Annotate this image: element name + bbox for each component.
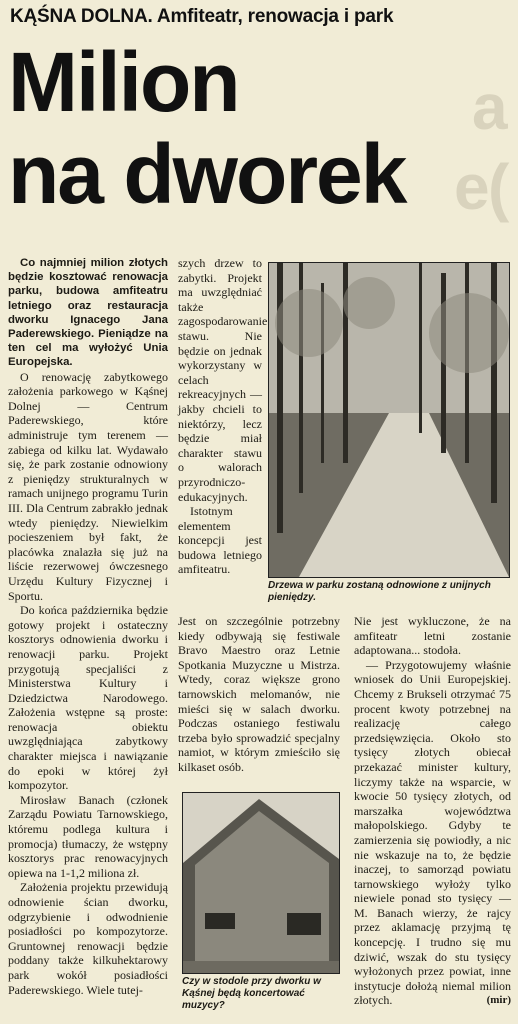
headline-line-1: Milion (8, 35, 239, 129)
body-paragraph: Założenia projektu przewidują odnowienie ścian dworku, odgrzybienie i odwodnienie posiadłości po kompozytorze. Gruntownej renowacji będzie poddany także kilkuhektarowy park wokół posiadłości Paderewskiego. Wiele tutej- (8, 880, 168, 997)
body-paragraph: Istotnym elementem koncepcji jest budowa letniego amfiteatru. (178, 504, 262, 577)
headline (8, 36, 405, 220)
body-paragraph: Do końca października będzie gotowy projekt i ostateczny kosztorys odnowienia dworku i renowacji parku. Projekt przygotują specjaliści z Ministerstwa Kultury i Dziedzictwa Narodowego. Założenia wstępne są proste: renowacja obiektu uwzględniająca zabytkowy charakter miejsca i nawiązanie do epoki w której żył kompozytor. (8, 603, 168, 793)
author-signature: (mir) (486, 994, 511, 1007)
body-paragraph: — Przygotowujemy właśnie wniosek do Unii Europejskiej. Chcemy z Brukseli otrzymać 75 procent kwoty potrzebnej na realizację całego przedsięwzięcia. Około sto tysięcy złotych obiecał przekazać minister kultury, liczymy także na wsparcie, w kwocie 50 tysięcy złotych, od marszałka województwa małopolskiego. Gdyby te zamierzenia się powiodły, a nic nie wskazuje na to, że będzie inaczej, to samorząd powiatu tarnowskiego wyłoży tylko niewiele ponad sto tysięcy — M. Banach wierzy, że rajcy przez aklamację przyjmą tę koncepcję. I trudno się mu dziwić, wszak do stu tysięcy wyłożonych przez powiat, inne instytucje dołożą niemal milion złotych. (mir) (354, 657, 511, 1008)
lead-paragraph: Co najmniej milion złotych będzie kosztować renowacja parku, budowa amfiteatru letniego oraz restauracja dworku Ignacego Jana Paderewskiego. Pieniądze na ten cel ma wyłożyć Unia Europejska. (8, 257, 168, 369)
body-paragraph: szych drzew to zabytki. Projekt ma uwzględniać także zagospodarowanie stawu. Nie będzie on jednak wykorzystany w celach rekreacyjnych — jakby chcieli to niektórzy, lecz będzie miał charakter stawu o walorach przyrodniczo-edukacyjnych. (178, 256, 268, 504)
kicker: KĄŚNA DOLNA. Amfiteatr, renowacja i park (10, 6, 394, 27)
body-paragraph: O renowację zabytkowego założenia parkowego w Kąśnej Dolnej — Centrum Paderewskiego, które administruje tym terenem — zabiega od kilku lat. Wydawało się, że park zostanie odnowiony z pieniędzy strukturalnych w ramach unijnego programu Turin III. Dla Centrum zabrakło jednak wtedy pieniędzy. Niewielkim pocieszeniem był fakt, że placówka znalazła się już na liście rezerwowej ówczesnego Urzędu Kultury Fizycznej i Sportu. (8, 369, 168, 603)
body-paragraph: Nie jest wykluczone, że na amfiteatr letni zostanie adaptowana... stodoła. (354, 614, 511, 658)
barn-photo (182, 792, 340, 974)
adjacent-page-bleed: a e ( (454, 71, 510, 223)
article-column-4 (354, 614, 511, 1008)
article-column-2 (178, 256, 268, 577)
park-photo-caption: Drzewa w parku zostaną odnowione z unijnych pieniędzy. (268, 580, 491, 603)
article-column-1 (8, 256, 168, 997)
body-paragraph: Jest on szczególnie potrzebny kiedy odbywają się festiwale Bravo Maestro oraz Letnie Spotkania Muzyczne u Mistrza. Wtedy, coraz większe grono tarnowskich melomanów, nie mieści się w salach dworku. Podczas ostaniego festiwalu trzeba było sprowadzić specjalny namiot, w którym zmieściło się kilkaset osób. (178, 614, 340, 774)
park-photo (268, 262, 510, 578)
body-paragraph: Mirosław Banach (członek Zarządu Powiatu Tarnowskiego, któremu podlega kultura i promocja) tłumaczy, że wstępny kosztorys prac renowacyjnych opiewa na 1-1,2 miliona zł. (8, 792, 168, 880)
barn-photo-caption: Czy w stodole przy dworku w Kąśnej będą koncertować muzycy? (182, 976, 321, 1011)
headline-line-2: na dworek (8, 127, 406, 221)
park-trees-image (269, 263, 509, 577)
barn-image (183, 793, 339, 973)
article-column-2-wide (178, 614, 340, 775)
